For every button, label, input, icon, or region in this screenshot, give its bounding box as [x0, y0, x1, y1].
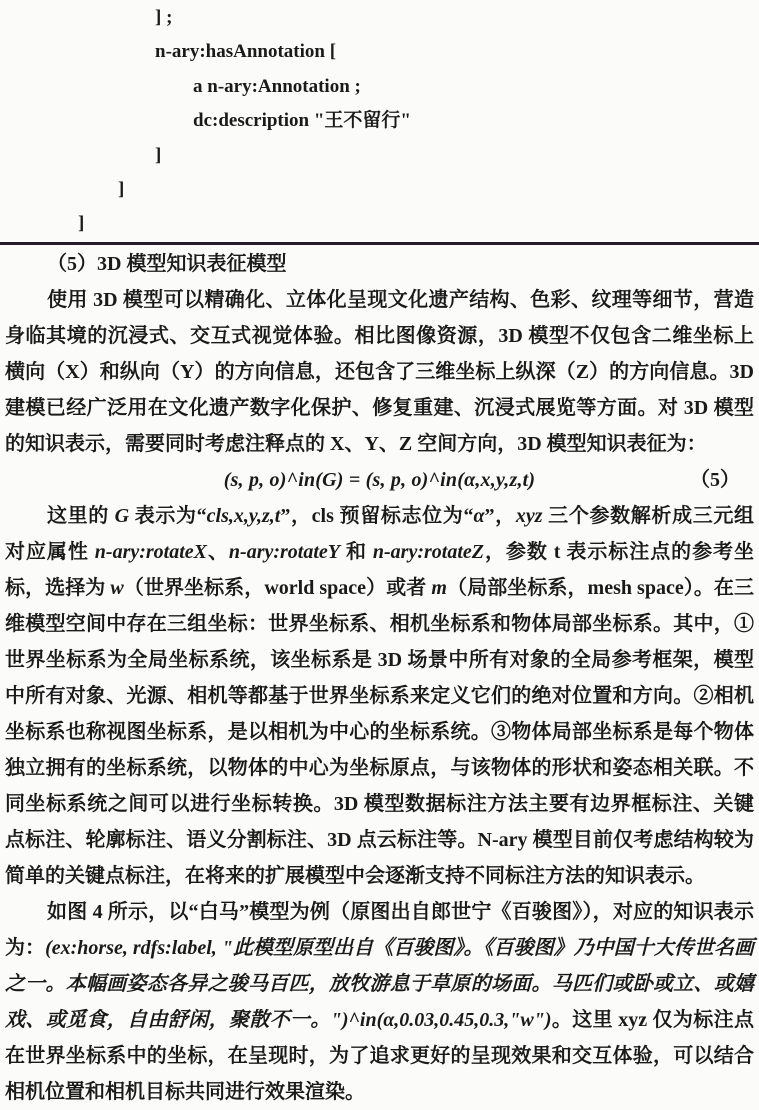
italic-text-segment: w [110, 577, 124, 599]
italic-text-segment: n-ary:rotateX [94, 541, 207, 563]
code-block [0, 0, 759, 242]
code-line: ] [155, 144, 162, 166]
code-line: dc:description "王不留行" [193, 110, 411, 132]
section-3d-model-knowledge [0, 245, 759, 1110]
text-segment: 如图 4 所示，以“白马”模型为例（原图出自郎世宁《百骏图》），对应的知识表示为： [5, 901, 754, 959]
paragraph-1: 使用 3D 模型可以精确化、立体化呈现文化遗产结构、色彩、纹理等细节，营造身临其境的沉浸式、交互式视觉体验。相比图像资源，3D 模型不仅包含二维坐标上横向（X）和纵向（Y）的方向信息，还包含了三维坐标上纵深（Z）的方向信息。3D 建模已经广泛用在文化遗产数字化保护、修复重建、沉浸式展览等方面。对 3D 模型的知识表示，需要同时考虑注释点的 X、Y、Z 空间方向，3D 模型知识表征为： [5, 289, 754, 455]
paragraph-3 [5, 894, 754, 1110]
text-segment: ”， [484, 505, 516, 527]
italic-text-segment: (ex:horse, rdfs:label, "此模型原型出自《百骏图》。《百骏图》乃中国十大传世名画之一。本幅画姿态各异之骏马百匹，放牧游息于草原的场面。马匹们或卧或立、或嬉戏、或觅食，自由舒闲，聚散不一。")^in(α,0.03,0.45,0.3,"w") [5, 937, 755, 1031]
italic-text-segment: m [431, 577, 447, 599]
text-segment: 这里的 [47, 505, 115, 527]
text-segment: 。这里 xyz 仅为标注点在世界坐标系中的坐标，在呈现时，为了追求更好的呈现效果和交互体验，可以结合相机位置和相机目标共同进行效果渲染。 [5, 1009, 754, 1103]
code-line: ] ; [155, 7, 173, 28]
italic-text-segment: G [114, 505, 130, 527]
paragraph-2 [5, 498, 754, 894]
text-segment: 、 [207, 541, 229, 563]
section-heading: （5）3D 模型知识表征模型 [47, 253, 287, 275]
code-line: ] [118, 179, 125, 201]
italic-text-segment: xyz [515, 505, 543, 527]
text-segment: （局部坐标系，mesh space）。在三维模型空间中存在三组坐标：世界坐标系、相机坐标系和物体局部坐标系。其中，①世界坐标系为全局坐标系统，该坐标系是 3D 场景中所有对象的全局参考框架，模型中所有对象、光源、相机等都基于世界坐标系来定义它们的绝对位置和方向。②相机坐标系也称视图坐标系，是以相机为中心的坐标系统。③物体局部坐标系是每个物体独立拥有的坐标系统，以物体的中心为坐标原点，与该物体的形状和姿态相关联。不同坐标系统之间可以进行坐标转换。3D 模型数据标注方法主要有边界框标注、关键点标注、轮廓标注、语义分割标注、3D 点云标注等。N-ary 模型目前仅考虑结构较为简单的关键点标注，在将来的扩展模型中会逐渐支持不同标注方法的知识表示。 [5, 577, 754, 887]
formula-expression: (s, p, o)^in(G) = (s, p, o)^in(α,x,y,z,t) [223, 469, 536, 491]
text-segment: 表示为“ [129, 505, 207, 527]
code-line: ] [78, 213, 85, 235]
italic-text-segment: n-ary:rotateY [228, 541, 341, 563]
italic-text-segment: α [473, 505, 485, 527]
text-segment: 和 [340, 541, 373, 563]
text-segment: ，参数 t 表示标注点的参考坐标，选择为 [5, 541, 755, 599]
formula-row [5, 462, 754, 498]
text-segment: ”，cls 预留标志位为“ [280, 505, 474, 527]
italic-text-segment: cls,x,y,z,t [206, 505, 281, 527]
formula-number: （5） [690, 469, 740, 491]
text-segment: （世界坐标系，world space）或者 [123, 577, 432, 599]
text-segment: 三个参数解析成三元组对应属性 [5, 505, 755, 563]
code-line: n-ary:hasAnnotation [ [155, 41, 337, 63]
code-line: a n-ary:Annotation ; [193, 75, 361, 97]
italic-text-segment: n-ary:rotateZ [372, 541, 484, 563]
